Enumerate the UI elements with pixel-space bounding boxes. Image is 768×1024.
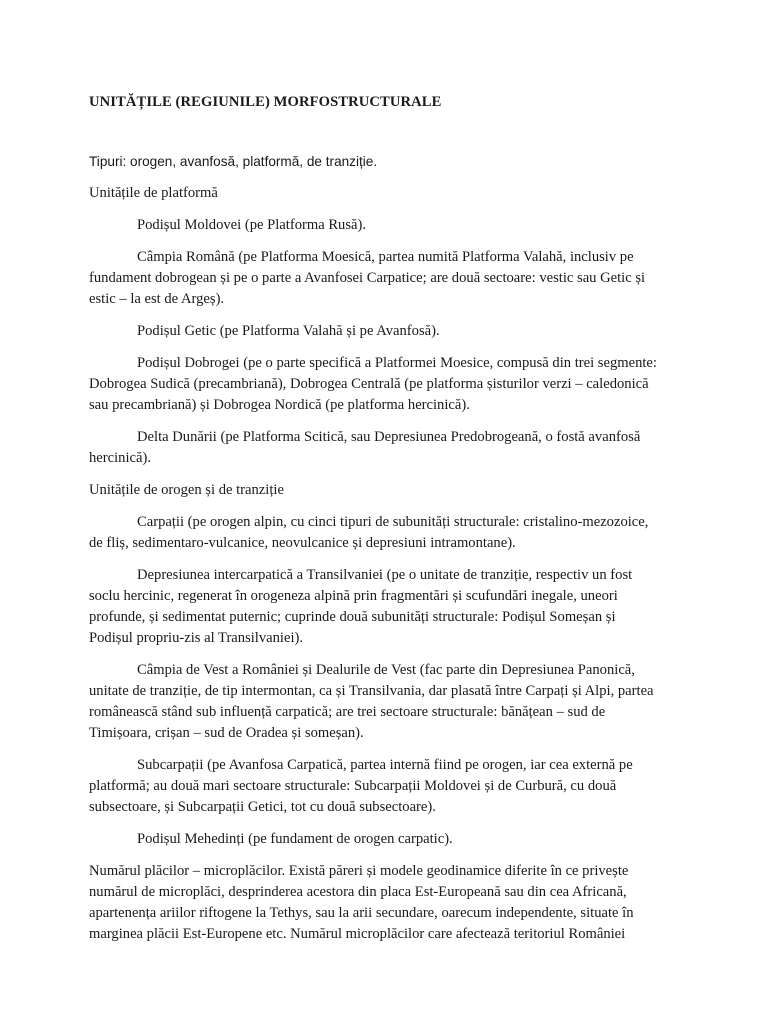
paragraph-line: Dobrogea Sudică (precambriană), Dobrogea Centrală (pe platforma șisturilor verzi – caledonică [89, 376, 649, 392]
paragraph-line: marginea plăcii Est-Europene etc. Numărul microplăcilor care afectează teritoriul României [89, 926, 626, 942]
paragraph [89, 755, 681, 818]
paragraph [89, 829, 681, 850]
paragraph [89, 427, 681, 469]
paragraph-line: Timișoara, crișan – sud de Oradea și someșan). [89, 725, 364, 741]
paragraph [89, 247, 681, 310]
paragraph-line: Câmpia de Vest a României și Dealurile de Vest (fac parte din Depresiunea Panonică, [137, 662, 635, 678]
paragraph [89, 480, 681, 501]
paragraph-line: hercinică). [89, 450, 151, 466]
paragraph [89, 321, 681, 342]
paragraph [89, 660, 681, 744]
paragraph-line: Tipuri: orogen, avanfosă, platformă, de tranziție. [89, 154, 378, 169]
paragraph-line: platformă; au două mari sectoare structurale: Subcarpații Moldovei și de Curbură, cu două [89, 778, 617, 794]
document-body [89, 92, 681, 956]
paragraph-line: Depresiunea intercarpatică a Transilvaniei (pe o unitate de tranziție, respectiv un fost [137, 567, 633, 583]
paragraph-line: Numărul plăcilor – microplăcilor. Există păreri și modele geodinamice diferite în ce privește [89, 863, 629, 879]
paragraph [89, 512, 681, 554]
paragraph-line: Podișul Getic (pe Platforma Valahă și pe Avanfosă). [137, 323, 440, 339]
paragraph-line: Podișul propriu-zis al Transilvaniei). [89, 630, 304, 646]
paragraph-line: estic – la est de Argeș). [89, 291, 225, 307]
paragraph-line: Carpații (pe orogen alpin, cu cinci tipuri de subunități structurale: cristalino-mezozoice, [137, 514, 649, 530]
paragraph-line: românească stând sub influență carpatică; are trei sectoare structurale: bănățean – sud de [89, 704, 606, 720]
paragraph-line: numărul de microplăci, desprinderea acestora din placa Est-Europeană sau din cea Africană, [89, 884, 627, 900]
paragraph-line: Unitățile de platformă [89, 185, 218, 201]
paragraph-line: sau precambriană) și Dobrogea Nordică (pe platforma hercinică). [89, 397, 470, 413]
document-title: UNITĂȚILE (REGIUNILE) MORFOSTRUCTURALE [89, 94, 442, 110]
paragraph-line: Unitățile de orogen și de tranziție [89, 482, 284, 498]
paragraph-line: Subcarpații (pe Avanfosa Carpatică, partea internă fiind pe orogen, iar cea externă pe [137, 757, 633, 773]
paragraph-line: Delta Dunării (pe Platforma Scitică, sau Depresiunea Predobrogeană, o fostă avanfosă [137, 429, 641, 445]
paragraph [89, 215, 681, 236]
paragraph-list [89, 151, 681, 945]
paragraph-line: de fliș, sedimentaro-vulcanice, neovulcanice și depresiuni intramontane). [89, 535, 516, 551]
paragraph-line: Podișul Dobrogei (pe o parte specifică a Platformei Moesice, compusă din trei segmente: [137, 355, 657, 371]
paragraph-line: unitate de tranziție, de tip intermontan, ca și Transilvania, dar plasată între Carpați și Alpi, partea [89, 683, 654, 699]
paragraph-line: profunde, și sedimentat puternic; cuprinde două subunități structurale: Podișul Someșan și [89, 609, 616, 625]
paragraph [89, 151, 681, 172]
paragraph-line: soclu hercinic, regenerat în orogeneza alpină prin fragmentări și scufundări inegale, uneori [89, 588, 618, 604]
paragraph-line: Podișul Moldovei (pe Platforma Rusă). [137, 217, 367, 233]
paragraph-line: apartenența ariilor riftogene la Tethys, sau la arii secundare, oarecum independente, situate în [89, 905, 634, 921]
paragraph [89, 353, 681, 416]
paragraph [89, 861, 681, 945]
paragraph [89, 183, 681, 204]
paragraph-line: fundament dobrogean și pe o parte a Avanfosei Carpatice; are două sectoare: vestic sau Getic și [89, 270, 646, 286]
paragraph [89, 565, 681, 649]
paragraph-line: Câmpia Română (pe Platforma Moesică, partea numită Platforma Valahă, inclusiv pe [137, 249, 634, 265]
paragraph-line: subsectoare, și Subcarpații Getici, tot cu două subsectoare). [89, 799, 436, 815]
paragraph-line: Podișul Mehedinți (pe fundament de orogen carpatic). [137, 831, 453, 847]
